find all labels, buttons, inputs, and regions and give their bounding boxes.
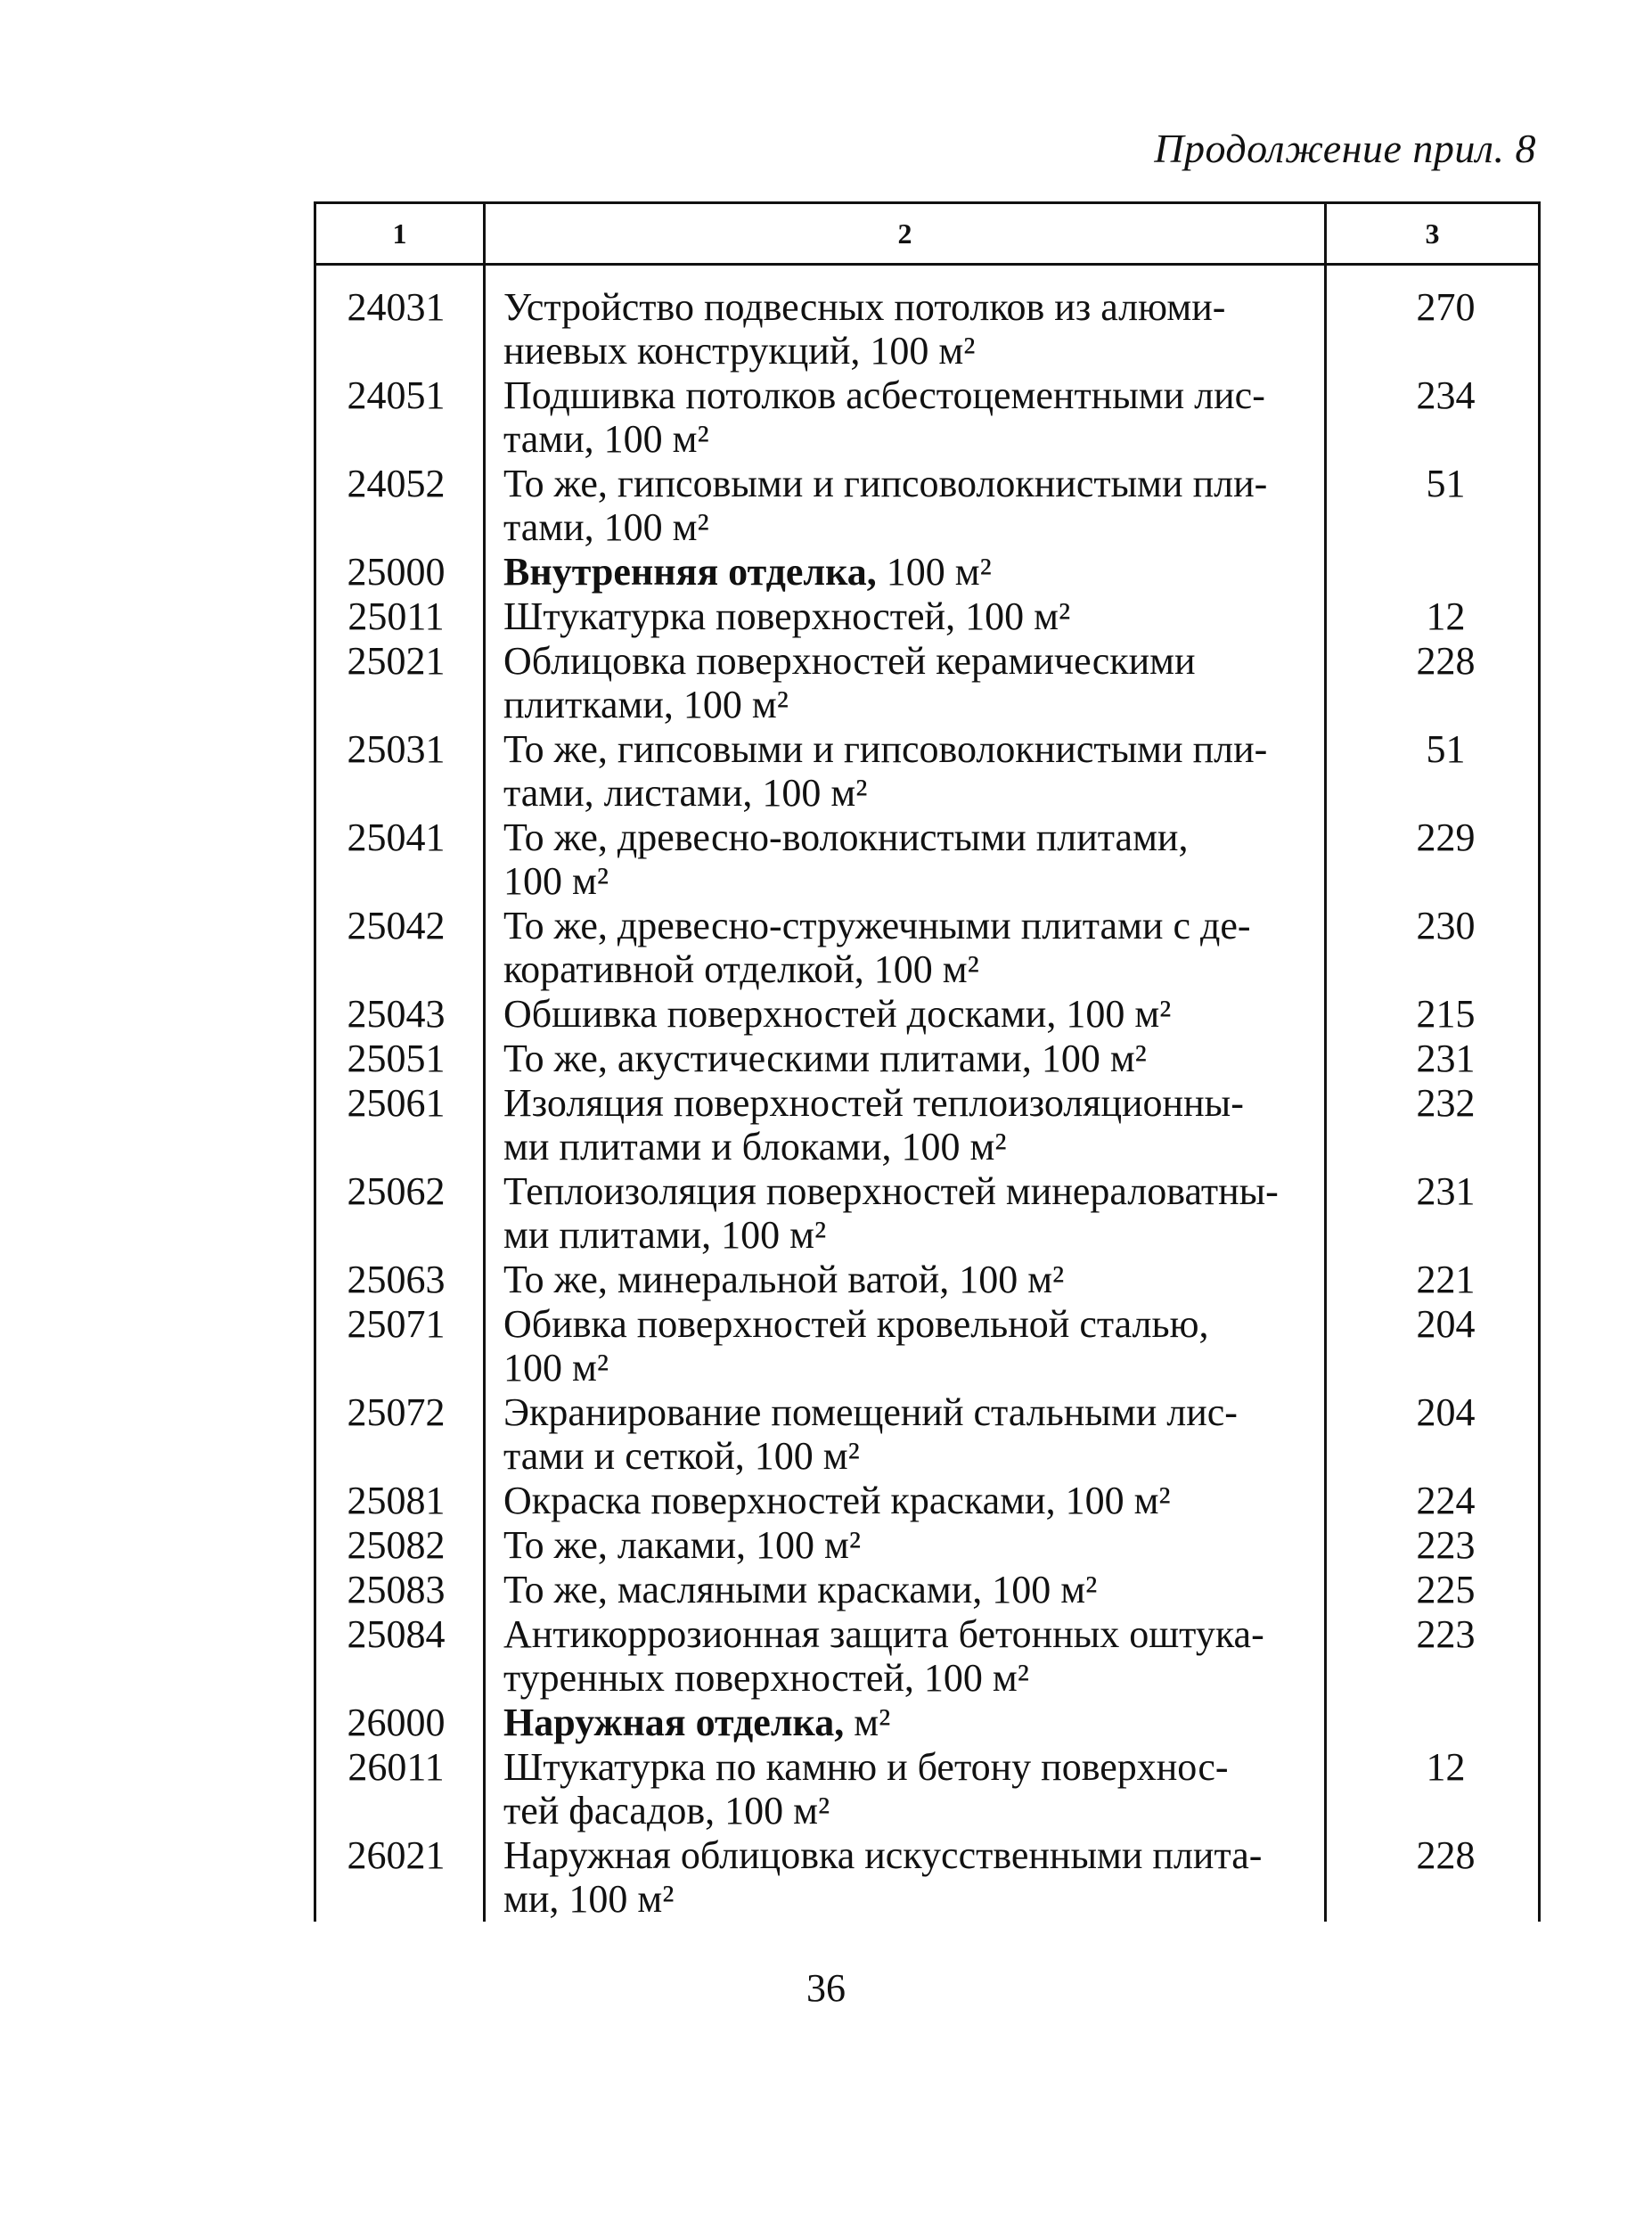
table-row (315, 1612, 1540, 1701)
row-value: 230 (1326, 904, 1540, 992)
row-value: 234 (1326, 373, 1540, 462)
row-code: 25082 (315, 1523, 485, 1568)
row-value: 225 (1326, 1568, 1540, 1612)
description-text: Устройство подвесных потолков из алюми- ниевых конструкций, 100 м² (503, 285, 1226, 373)
description-text: То же, гипсовыми и гипсоволокнистыми пли- тами, листами, 100 м² (503, 727, 1268, 815)
description-text: То же, лаками, 100 м² (503, 1523, 862, 1567)
table-row (315, 1523, 1540, 1568)
table-row (315, 1745, 1540, 1833)
description-text: Наружная облицовка искусственными плита- ми, 100 м² (503, 1833, 1263, 1921)
description-text: Теплоизоляция поверхностей минераловатны- ми плитами, 100 м² (503, 1169, 1279, 1257)
row-value (1326, 1701, 1540, 1745)
row-value: 221 (1326, 1258, 1540, 1302)
row-description (485, 1568, 1326, 1612)
row-description (485, 1479, 1326, 1523)
table-row (315, 992, 1540, 1037)
table-row (315, 816, 1540, 904)
row-code: 25071 (315, 1302, 485, 1390)
description-text: То же, минеральной ватой, 100 м² (503, 1258, 1065, 1301)
row-value: 12 (1326, 1745, 1540, 1833)
table-row (315, 1037, 1540, 1081)
row-code: 24052 (315, 462, 485, 550)
table-row (315, 727, 1540, 816)
row-code: 25072 (315, 1390, 485, 1479)
description-text: Облицовка поверхностей керамическими плитками, 100 м² (503, 639, 1196, 726)
description-text: Подшивка потолков асбестоцементными лис- тами, 100 м² (503, 373, 1265, 461)
table-row (315, 904, 1540, 992)
row-code: 25081 (315, 1479, 485, 1523)
row-value: 51 (1326, 727, 1540, 816)
row-description (485, 1701, 1326, 1745)
table-row (315, 1568, 1540, 1612)
row-description (485, 639, 1326, 727)
table-row (315, 1833, 1540, 1922)
row-value: 204 (1326, 1390, 1540, 1479)
row-value: 215 (1326, 992, 1540, 1037)
description-text: Обивка поверхностей кровельной сталью, 100 м² (503, 1302, 1209, 1390)
row-code: 25043 (315, 992, 485, 1037)
row-value (1326, 550, 1540, 594)
table-row (315, 1258, 1540, 1302)
description-text: м² (844, 1701, 891, 1744)
row-value: 228 (1326, 639, 1540, 727)
column-header-1: 1 (315, 203, 485, 265)
row-value: 223 (1326, 1612, 1540, 1701)
row-code: 26021 (315, 1833, 485, 1922)
row-value: 12 (1326, 594, 1540, 639)
row-value: 51 (1326, 462, 1540, 550)
appendix-table (314, 201, 1541, 1922)
row-description (485, 904, 1326, 992)
row-description (485, 1081, 1326, 1169)
table-row (315, 594, 1540, 639)
row-code: 24031 (315, 285, 485, 373)
row-value: 231 (1326, 1037, 1540, 1081)
row-description (485, 373, 1326, 462)
table-row (315, 1169, 1540, 1258)
table-row (315, 285, 1540, 373)
row-value: 204 (1326, 1302, 1540, 1390)
row-description (485, 1612, 1326, 1701)
table-row (315, 1390, 1540, 1479)
table-header-row (315, 203, 1540, 265)
row-value: 270 (1326, 285, 1540, 373)
row-code: 25061 (315, 1081, 485, 1169)
table-body (315, 265, 1540, 1923)
row-description (485, 1523, 1326, 1568)
row-code: 25063 (315, 1258, 485, 1302)
section-title: Внутренняя отделка, (503, 550, 877, 594)
row-description (485, 1745, 1326, 1833)
row-code: 25062 (315, 1169, 485, 1258)
description-text: То же, гипсовыми и гипсоволокнистыми пли- тами, 100 м² (503, 462, 1268, 549)
description-text: Обшивка поверхностей досками, 100 м² (503, 992, 1172, 1036)
row-description (485, 1037, 1326, 1081)
row-code: 25083 (315, 1568, 485, 1612)
table-row (315, 1081, 1540, 1169)
row-description (485, 1258, 1326, 1302)
description-text: Штукатурка по камню и бетону поверхнос- тей фасадов, 100 м² (503, 1745, 1229, 1832)
table-row (315, 639, 1540, 727)
row-description (485, 1833, 1326, 1922)
row-code: 25021 (315, 639, 485, 727)
section-title: Наружная отделка, (503, 1701, 845, 1744)
row-value: 228 (1326, 1833, 1540, 1922)
row-value: 229 (1326, 816, 1540, 904)
row-value: 232 (1326, 1081, 1540, 1169)
row-code: 25042 (315, 904, 485, 992)
description-text: То же, акустическими плитами, 100 м² (503, 1037, 1147, 1080)
table-row (315, 373, 1540, 462)
row-code: 25011 (315, 594, 485, 639)
row-value: 224 (1326, 1479, 1540, 1523)
description-text: Штукатурка поверхностей, 100 м² (503, 594, 1071, 638)
row-code: 25041 (315, 816, 485, 904)
row-description (485, 1302, 1326, 1390)
row-description (485, 550, 1326, 594)
row-description (485, 992, 1326, 1037)
row-description (485, 816, 1326, 904)
continuation-heading: Продолжение прил. 8 (1154, 126, 1536, 171)
row-description (485, 727, 1326, 816)
column-header-3: 3 (1326, 203, 1540, 265)
row-code: 25051 (315, 1037, 485, 1081)
description-text: Экранирование помещений стальными лис- тами и сеткой, 100 м² (503, 1390, 1238, 1478)
row-description (485, 594, 1326, 639)
row-code: 25031 (315, 727, 485, 816)
row-value: 231 (1326, 1169, 1540, 1258)
table-row (315, 1479, 1540, 1523)
row-code: 25084 (315, 1612, 485, 1701)
row-code: 24051 (315, 373, 485, 462)
row-code: 26011 (315, 1745, 485, 1833)
row-value: 223 (1326, 1523, 1540, 1568)
row-description (485, 1390, 1326, 1479)
table-row (315, 1302, 1540, 1390)
description-text: То же, древесно-стружечными плитами с де- коративной отделкой, 100 м² (503, 904, 1251, 991)
row-description (485, 1169, 1326, 1258)
column-header-2: 2 (485, 203, 1326, 265)
row-description (485, 285, 1326, 373)
description-text: То же, масляными красками, 100 м² (503, 1568, 1098, 1611)
table-row (315, 462, 1540, 550)
row-description (485, 462, 1326, 550)
description-text: Антикоррозионная защита бетонных оштука- туренных поверхностей, 100 м² (503, 1612, 1264, 1700)
table-row (315, 1701, 1540, 1745)
row-code: 26000 (315, 1701, 485, 1745)
table-row (315, 550, 1540, 594)
description-text: Изоляция поверхностей теплоизоляционны- ми плитами и блоками, 100 м² (503, 1081, 1244, 1168)
description-text: То же, древесно-волокнистыми плитами, 100 м² (503, 816, 1189, 903)
description-text: 100 м² (876, 550, 992, 594)
row-code: 25000 (315, 550, 485, 594)
description-text: Окраска поверхностей красками, 100 м² (503, 1479, 1171, 1522)
page-number: 36 (806, 1966, 846, 2010)
table-spacer-row (315, 265, 1540, 286)
